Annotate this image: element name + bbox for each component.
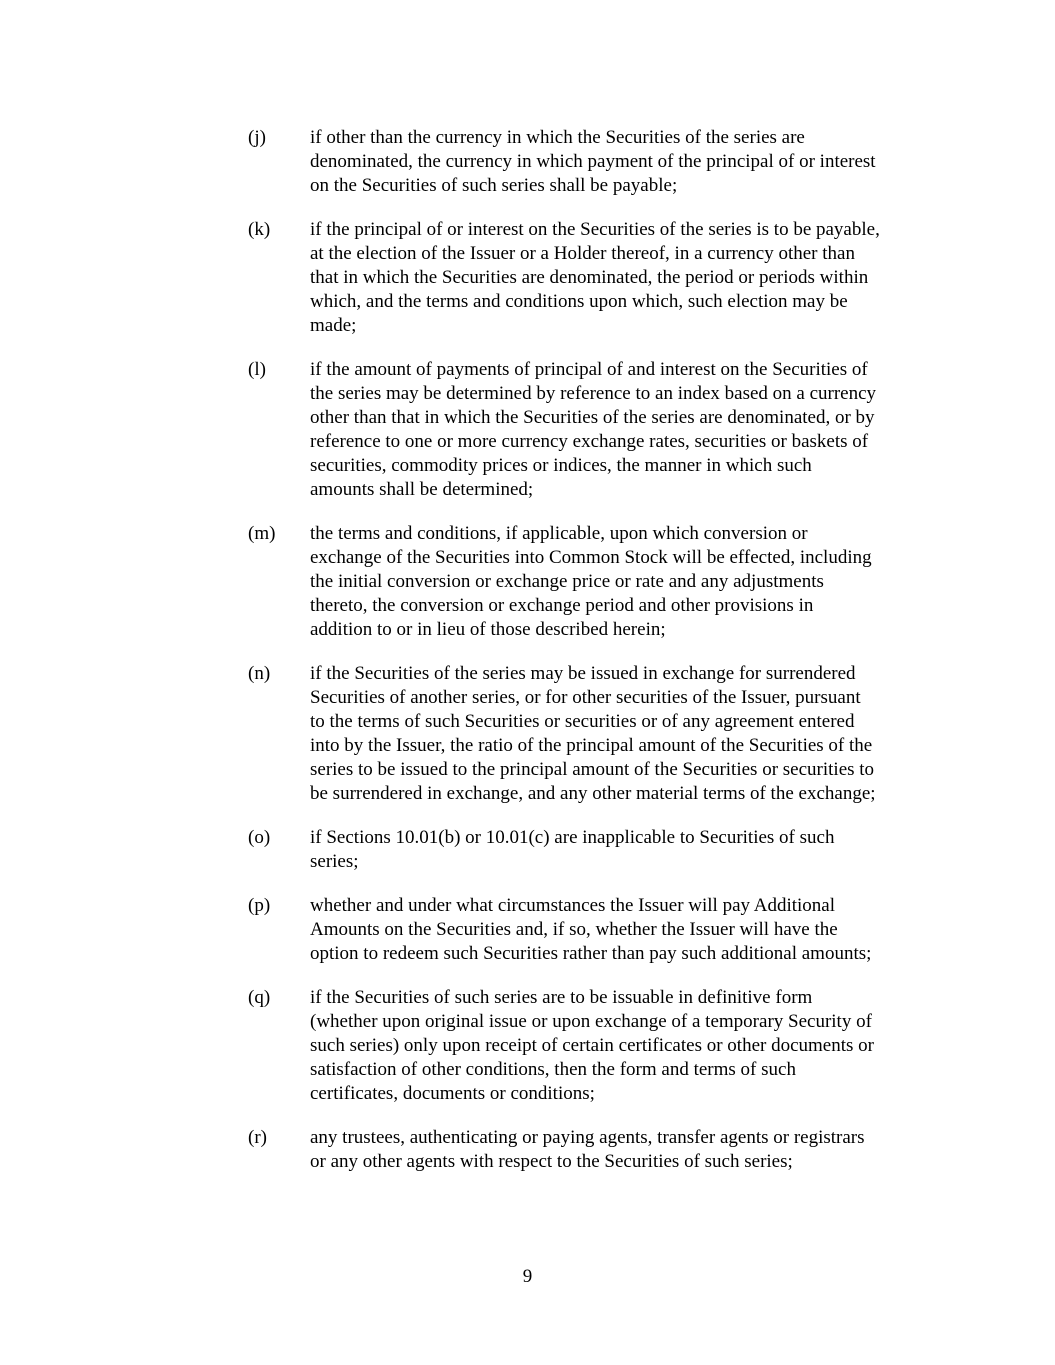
clause-label: (m): [248, 523, 276, 544]
clause-text-line: option to redeem such Securities rather than pay such additional amounts;: [310, 943, 872, 964]
clause-item: [248, 358, 948, 502]
clause-item: [248, 1126, 948, 1174]
clause-label: (l): [248, 359, 266, 380]
clause-text-line: or any other agents with respect to the Securities of such series;: [310, 1151, 793, 1172]
clause-text-line: at the election of the Issuer or a Holder thereof, in a currency other than: [310, 243, 855, 264]
clause-item: [248, 986, 948, 1106]
clause-text: [310, 826, 948, 874]
clause-label: (o): [248, 827, 271, 848]
clause-text-line: the terms and conditions, if applicable, upon which conversion or: [310, 523, 808, 544]
clause-text-line: (whether upon original issue or upon exchange of a temporary Security of: [310, 1011, 872, 1032]
clause-text-line: securities, commodity prices or indices, the manner in which such: [310, 455, 812, 476]
clause-text-line: the series may be determined by reference to an index based on a currency: [310, 383, 877, 404]
clause-text-line: series;: [310, 851, 359, 872]
clause-label: (q): [248, 987, 271, 1008]
clause-text: [310, 522, 948, 642]
clause-text-line: exchange of the Securities into Common Stock will be effected, including: [310, 547, 872, 568]
clause-item: [248, 826, 948, 874]
page-number: 9: [522, 1266, 533, 1287]
clause-text-line: to the terms of such Securities or securities or of any agreement entered: [310, 711, 855, 732]
clause-text-line: satisfaction of other conditions, then the form and terms of such: [310, 1059, 796, 1080]
clause-text: [310, 986, 948, 1106]
clause-text: [310, 126, 948, 198]
clause-text-line: if the Securities of such series are to be issuable in definitive form: [310, 987, 813, 1008]
clause-label: (j): [248, 127, 266, 148]
clause-label: (k): [248, 219, 271, 240]
clause-item: [248, 126, 948, 198]
clause-text-line: which, and the terms and conditions upon which, such election may be: [310, 291, 848, 312]
clause-text-line: other than that in which the Securities of the series are denominated, or by: [310, 407, 875, 428]
clause-text: [310, 894, 948, 966]
clause-label: (r): [248, 1127, 267, 1148]
clause-text-line: the initial conversion or exchange price or rate and any adjustments: [310, 571, 824, 592]
clause-text-line: series to be issued to the principal amount of the Securities or securities to: [310, 759, 875, 780]
clause-text-line: Securities of another series, or for other securities of the Issuer, pursuant: [310, 687, 861, 708]
clause-text-line: reference to one or more currency exchange rates, securities or baskets of: [310, 431, 869, 452]
clause-text-line: if the Securities of the series may be issued in exchange for surrendered: [310, 663, 856, 684]
clause-item: [248, 894, 948, 966]
clause-text: [310, 358, 948, 502]
clause-text-line: if the principal of or interest on the Securities of the series is to be payable,: [310, 219, 880, 240]
clause-item: [248, 522, 948, 642]
clause-text: [310, 662, 948, 806]
clause-text-line: denominated, the currency in which payment of the principal of or interest: [310, 151, 876, 172]
clause-text-line: Amounts on the Securities and, if so, whether the Issuer will have the: [310, 919, 838, 940]
clause-text-line: if Sections 10.01(b) or 10.01(c) are inapplicable to Securities of such: [310, 827, 835, 848]
clause-label: (n): [248, 663, 271, 684]
clause-text-line: that in which the Securities are denominated, the period or periods within: [310, 267, 869, 288]
clause-text: [310, 218, 948, 338]
clause-text-line: amounts shall be determined;: [310, 479, 534, 500]
clause-text-line: be surrendered in exchange, and any other material terms of the exchange;: [310, 783, 876, 804]
clause-text-line: addition to or in lieu of those described herein;: [310, 619, 666, 640]
clause-text: [310, 1126, 948, 1174]
clause-text-line: made;: [310, 315, 357, 336]
clause-text-line: such series) only upon receipt of certain certificates or other documents or: [310, 1035, 874, 1056]
clause-text-line: if other than the currency in which the Securities of the series are: [310, 127, 805, 148]
clause-text-line: if the amount of payments of principal of and interest on the Securities of: [310, 359, 868, 380]
clause-list: [248, 126, 948, 1194]
clause-text-line: into by the Issuer, the ratio of the principal amount of the Securities of the: [310, 735, 873, 756]
clause-item: [248, 218, 948, 338]
clause-label: (p): [248, 895, 271, 916]
clause-text-line: certificates, documents or conditions;: [310, 1083, 595, 1104]
clause-text-line: any trustees, authenticating or paying agents, transfer agents or registrars: [310, 1127, 865, 1148]
clause-item: [248, 662, 948, 806]
clause-text-line: thereto, the conversion or exchange period and other provisions in: [310, 595, 814, 616]
clause-text-line: on the Securities of such series shall be payable;: [310, 175, 678, 196]
clause-text-line: whether and under what circumstances the Issuer will pay Additional: [310, 895, 835, 916]
